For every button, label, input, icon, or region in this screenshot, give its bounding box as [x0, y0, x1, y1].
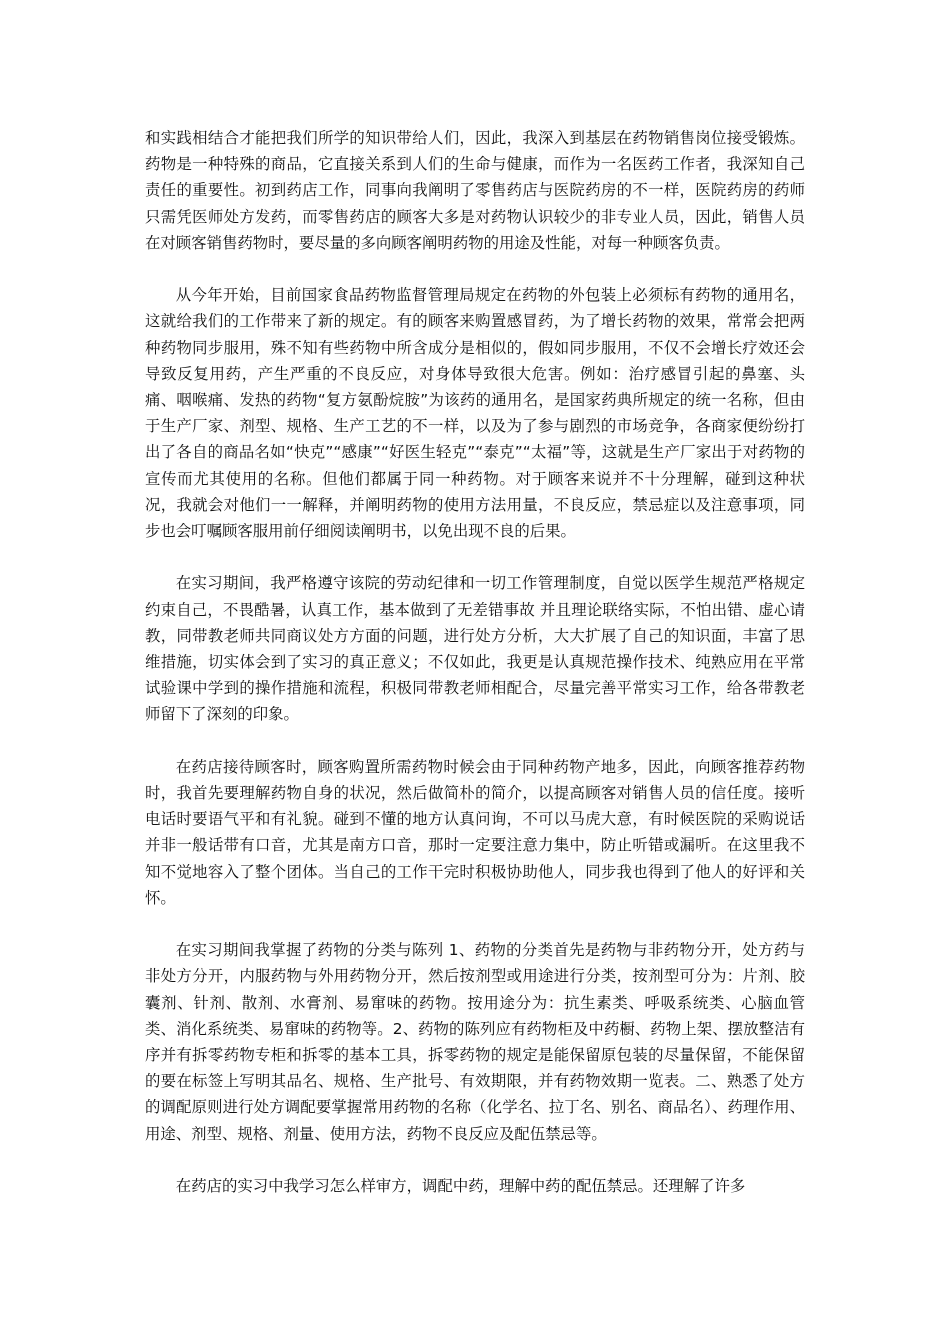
paragraph-3: 在实习期间，我严格遵守该院的劳动纪律和一切工作管理制度，自觉以医学生规范严格规定约束自己，不畏酷暑，认真工作，基本做到了无差错事故 并且理论联络实际，不怕出错、虚心请教，同带教老师共同商议处方方面的问题，进行处方分析，大大扩展了自己的知识面，丰富了思维措施，切实体会到了实习的真正意义；不仅如此，我更是认真规范操作技术、纯熟应用在平常试验课中学到的操作措施和流程，积极同带教老师相配合，尽量完善平常实习工作，给各带教老师留下了深刻的印象。: [145, 574, 805, 724]
paragraph-2: 从今年开始，目前国家食品药物监督管理局规定在药物的外包装上必须标有药物的通用名，这就给我们的工作带来了新的规定。有的顾客来购置感冒药，为了增长药物的效果，常常会把两种药物同步服用，殊不知有些药物中所含成分是相似的，假如同步服用，不仅不会增长疗效还会导致反复用药，产生严重的不良反应，对身体导致很大危害。例如：治疗感冒引起的鼻塞、头痛、咽喉痛、发热的药物“复方氨酚烷胺”为该药的通用名，是国家药典所规定的统一名称，但由于生产厂家、剂型、规格、生产工艺的不一样，以及为了参与剧烈的市场竞争，各商家便纷纷打出了各自的商品名如“快克”“感康”“好医生轻克”“泰克”“太福”等，这就是生产厂家出于对药物的宣传而尤其使用的名称。但他们都属于同一种药物。对于顾客来说并不十分理解，碰到这种状况，我就会对他们一一解释，并阐明药物的使用方法用量，不良反应，禁忌症以及注意事项，同步也会叮嘱顾客服用前仔细阅读阐明书，以免出现不良的后果。: [145, 286, 805, 541]
paragraph-5: 在实习期间我掌握了药物的分类与陈列 1、药物的分类首先是药物与非药物分开，处方药与非处方分开，内服药物与外用药物分开，然后按剂型或用途进行分类，按剂型可分为：片剂、胶囊剂、针剂、散剂、水膏剂、易窜味的药物。按用途分为：抗生素类、呼吸系统类、心脑血管类、消化系统类、易窜味的药物等。2、药物的陈列应有药物柜及中药橱、药物上架、摆放整洁有序并有拆零药物专柜和拆零的基本工具，拆零药物的规定是能保留原包装的尽量保留，不能保留的要在标签上写明其品名、规格、生产批号、有效期限，并有药物效期一览表。二、熟悉了处方的调配原则进行处方调配要掌握常用药物的名称（化学名、拉丁名、别名、商品名）、药理作用、用途、剂型、规格、剂量、使用方法，药物不良反应及配伍禁忌等。: [145, 941, 805, 1143]
paragraph-6: 在药店的实习中我学习怎么样审方，调配中药，理解中药的配伍禁忌。还理解了许多: [175, 1177, 746, 1196]
paragraph-4: 在药店接待顾客时，顾客购置所需药物时候会由于同种药物产地多，因此，向顾客推荐药物时，我首先要理解药物自身的状况，然后做简朴的简介，以提高顾客对销售人员的信任度。接听电话时要语气平和有礼貌。碰到不懂的地方认真问询，不可以马虎大意，有时候医院的采购说话并非一般话带有口音，尤其是南方口音，那时一定要注意力集中，防止听错或漏听。在这里我不知不觉地容入了整个团体。当自己的工作干完时积极协助他人，同步我也得到了他人的好评和关怀。: [145, 757, 805, 907]
paragraph-1: 和实践相结合才能把我们所学的知识带给人们，因此，我深入到基层在药物销售岗位接受锻炼。药物是一种特殊的商品，它直接关系到人们的生命与健康，而作为一名医药工作者，我深知自己责任的重要性。初到药店工作，同事向我阐明了零售药店与医院药房的不一样，医院药房的药师只需凭医师处方发药，而零售药店的顾客大多是对药物认识较少的非专业人员，因此，销售人员在对顾客销售药物时，要尽量的多向顾客阐明药物的用途及性能，对每一种顾客负责。: [145, 129, 805, 252]
document-body: [145, 125, 805, 1225]
